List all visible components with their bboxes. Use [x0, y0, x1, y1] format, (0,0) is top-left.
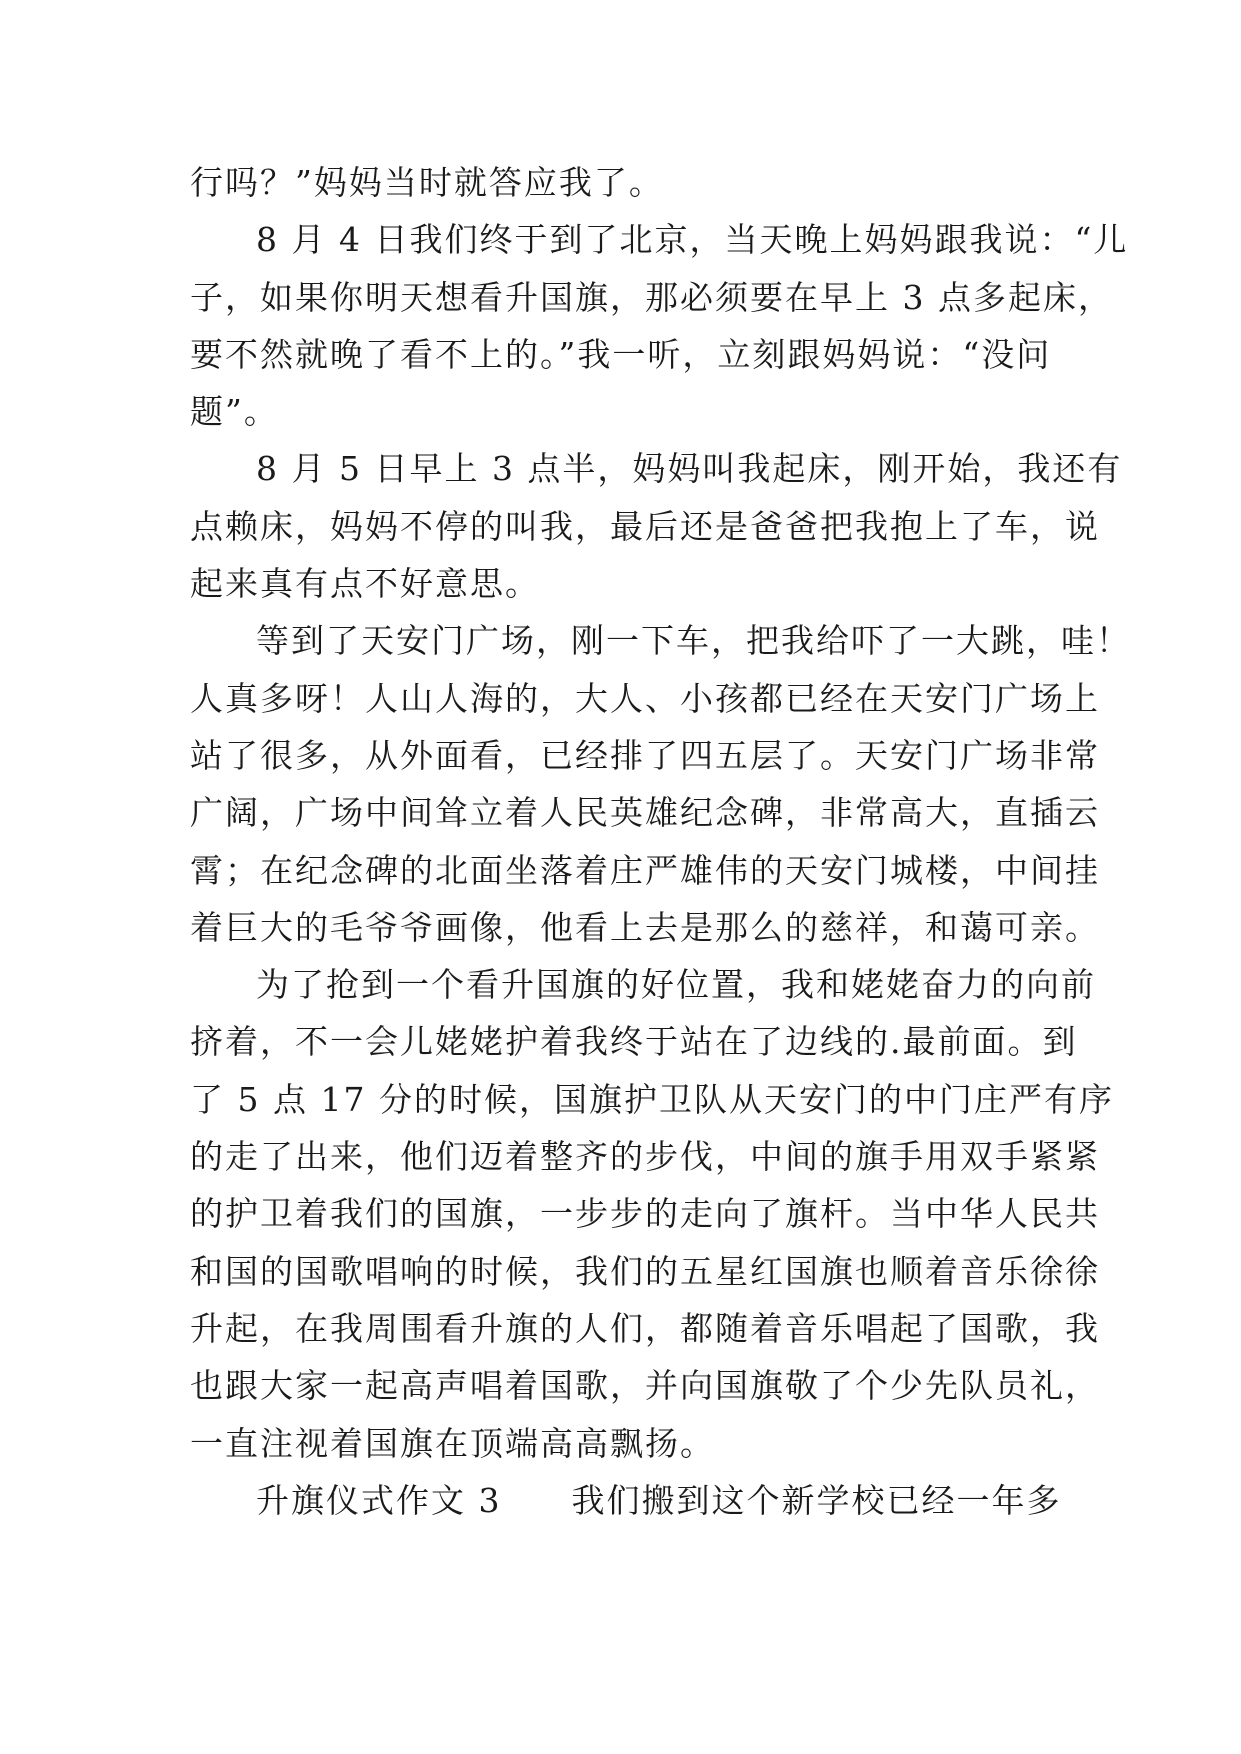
- text-line: 起来真有点不好意思。: [190, 564, 540, 604]
- section-heading-line: [190, 1472, 1070, 1529]
- text-line: 为了抢到一个看升国旗的好位置，我和姥姥奋力的向前: [256, 965, 1096, 1005]
- text-line: 了 5 点 17 分的时候，国旗护卫队从天安门的中门庄严有序: [190, 1079, 1114, 1119]
- text-line: 广阔，广场中间耸立着人民英雄纪念碑，非常高大，直插云: [190, 793, 1100, 833]
- text-line: 点赖床，妈妈不停的叫我，最后还是爸爸把我抱上了车，说: [190, 506, 1100, 546]
- text-line: 霄；在纪念碑的北面坐落着庄严雄伟的天安门城楼，中间挂: [190, 850, 1100, 890]
- text-line: 站了很多，从外面看，已经排了四五层了。天安门广场非常: [190, 735, 1100, 775]
- text-line: 着巨大的毛爷爷画像，他看上去是那么的慈祥，和蔼可亲。: [190, 907, 1100, 947]
- text-line: 一直注视着国旗在顶端高高飘扬。: [190, 1423, 715, 1463]
- text-line: 挤着，不一会儿姥姥护着我终于站在了边线的.最前面。到: [190, 1022, 1078, 1062]
- text-line: 8 月 4 日我们终于到了北京，当天晚上妈妈跟我说：“儿: [256, 220, 1129, 260]
- text-line: 和国的国歌唱响的时候，我们的五星红国旗也顺着音乐徐徐: [190, 1251, 1100, 1291]
- section-start-text: 我们搬到这个新学校已经一年多: [571, 1480, 1062, 1520]
- text-line: 也跟大家一起高声唱着国歌，并向国旗敬了个少先队员礼，: [190, 1366, 1100, 1406]
- text-line: 要不然就晚了看不上的。”我一听，立刻跟妈妈说：“没问: [190, 334, 1052, 374]
- text-line: 8 月 5 日早上 3 点半，妈妈叫我起床，刚开始，我还有: [256, 449, 1123, 489]
- text-line: 的走了出来，他们迈着整齐的步伐，中间的旗手用双手紧紧: [190, 1137, 1100, 1177]
- text-line: 等到了天安门广场，刚一下车，把我给吓了一大跳，哇！: [256, 621, 1131, 661]
- text-line: 题”。: [190, 392, 279, 432]
- text-line: 升起，在我周围看升旗的人们，都随着音乐唱起了国歌，我: [190, 1308, 1100, 1348]
- text-line: 行吗？”妈妈当时就答应我了。: [190, 163, 664, 202]
- text-line: 的护卫着我们的国旗，一步步的走向了旗杆。当中华人民共: [190, 1194, 1100, 1234]
- text-line: 子，如果你明天想看升国旗，那必须要在早上 3 点多起床，: [190, 277, 1113, 317]
- essay-body: [190, 154, 1131, 1529]
- text-line: 人真多呀！人山人海的，大人、小孩都已经在天安门广场上: [190, 678, 1100, 718]
- section-heading: 升旗仪式作文 3: [256, 1480, 502, 1520]
